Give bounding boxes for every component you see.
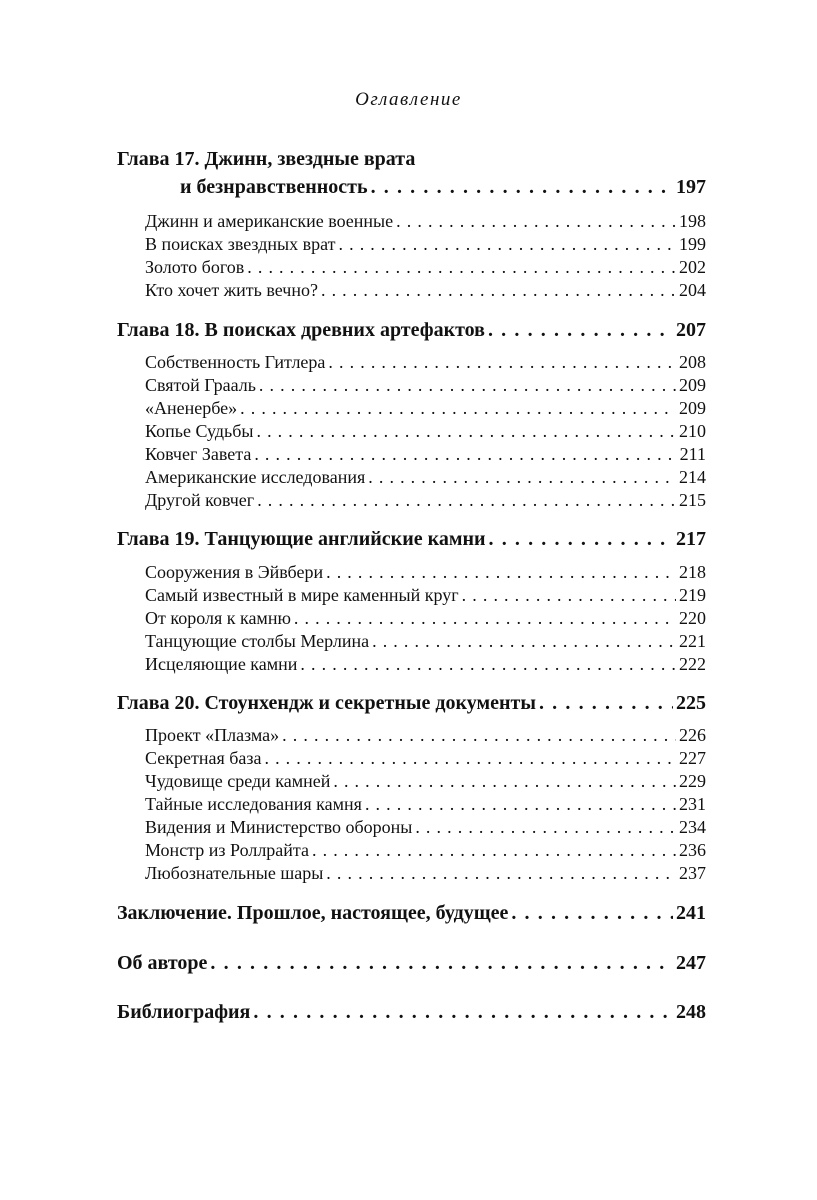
dot-leader bbox=[539, 692, 673, 715]
bibliography-entry[interactable] bbox=[117, 1001, 706, 1024]
section-page: 234 bbox=[679, 817, 706, 837]
dot-leader bbox=[264, 748, 676, 769]
section-title: Ковчег Завета bbox=[145, 444, 252, 464]
section-title: Собственность Гитлера bbox=[145, 352, 326, 372]
toc-section-entry[interactable] bbox=[145, 562, 706, 583]
section-title: «Аненербе» bbox=[145, 398, 238, 418]
dot-leader bbox=[489, 528, 674, 551]
toc-section-entry[interactable] bbox=[145, 490, 706, 511]
toc-section-entry[interactable] bbox=[145, 840, 706, 861]
section-page: 226 bbox=[679, 725, 706, 745]
chapter-17-page: 197 bbox=[676, 176, 706, 198]
toc-section-entry[interactable] bbox=[145, 211, 706, 232]
chapter-20-entry[interactable] bbox=[117, 692, 706, 715]
chapter-20-title: Глава 20. Стоунхендж и секретные документы bbox=[117, 692, 536, 714]
dot-leader bbox=[294, 608, 676, 629]
bibliography-title: Библиография bbox=[117, 1001, 251, 1023]
dot-leader bbox=[312, 840, 676, 861]
conclusion-entry[interactable] bbox=[117, 902, 706, 925]
section-title: Проект «Плазма» bbox=[145, 725, 280, 745]
toc-section-entry[interactable] bbox=[145, 375, 706, 396]
dot-leader bbox=[328, 352, 676, 373]
section-title: Кто хочет жить вечно? bbox=[145, 280, 318, 300]
dot-leader bbox=[253, 1001, 673, 1024]
section-title: Золото богов bbox=[145, 257, 245, 277]
about-author-entry[interactable] bbox=[117, 952, 706, 975]
chapter-17-entry[interactable] bbox=[180, 176, 706, 199]
section-page: 219 bbox=[679, 585, 706, 605]
toc-section-entry[interactable] bbox=[145, 631, 706, 652]
section-title: Тайные исследования камня bbox=[145, 794, 362, 814]
toc-section-entry[interactable] bbox=[145, 280, 706, 301]
section-page: 204 bbox=[679, 280, 706, 300]
dot-leader bbox=[339, 234, 677, 255]
dot-leader bbox=[372, 631, 676, 652]
section-page: 208 bbox=[679, 352, 706, 372]
about-author-page: 247 bbox=[676, 952, 706, 974]
chapter-18-entry[interactable] bbox=[117, 319, 706, 342]
section-title: Монстр из Роллрайта bbox=[145, 840, 309, 860]
section-title: Танцующие столбы Мерлина bbox=[145, 631, 370, 651]
section-page: 221 bbox=[679, 631, 706, 651]
chapter-19-title: Глава 19. Танцующие английские камни bbox=[117, 528, 486, 550]
dot-leader bbox=[415, 817, 676, 838]
toc-section-entry[interactable] bbox=[145, 352, 706, 373]
section-page: 227 bbox=[679, 748, 706, 768]
toc-section-entry[interactable] bbox=[145, 725, 706, 746]
dot-leader bbox=[333, 771, 676, 792]
conclusion-title: Заключение. Прошлое, настоящее, будущее bbox=[117, 902, 509, 924]
section-page: 210 bbox=[679, 421, 706, 441]
dot-leader bbox=[368, 467, 676, 488]
toc-section-entry[interactable] bbox=[145, 257, 706, 278]
section-page: 211 bbox=[679, 444, 706, 464]
toc-section-entry[interactable] bbox=[145, 794, 706, 815]
section-title: Любознательные шары bbox=[145, 863, 324, 883]
section-title: Секретная база bbox=[145, 748, 262, 768]
toc-section-entry[interactable] bbox=[145, 234, 706, 255]
section-title: Сооружения в Эйвбери bbox=[145, 562, 324, 582]
dot-leader bbox=[511, 902, 673, 925]
dot-leader bbox=[240, 398, 676, 419]
dot-leader bbox=[462, 585, 676, 606]
section-title: Видения и Министерство обороны bbox=[145, 817, 413, 837]
chapter-17-title-line2: и безнравственность bbox=[180, 176, 368, 198]
toc-section-entry[interactable] bbox=[145, 863, 706, 884]
dot-leader bbox=[371, 176, 673, 199]
toc-section-entry[interactable] bbox=[145, 467, 706, 488]
toc-section-entry[interactable] bbox=[145, 608, 706, 629]
section-title: Американские исследования bbox=[145, 467, 366, 487]
chapter-19-page: 217 bbox=[676, 528, 706, 550]
section-page: 215 bbox=[679, 490, 706, 510]
section-title: От короля к камню bbox=[145, 608, 291, 628]
section-page: 214 bbox=[679, 467, 706, 487]
toc-section-entry[interactable] bbox=[145, 444, 706, 465]
dot-leader bbox=[210, 952, 673, 975]
section-page: 236 bbox=[679, 840, 706, 860]
section-page: 229 bbox=[679, 771, 706, 791]
section-page: 202 bbox=[679, 257, 706, 277]
section-title: Другой ковчег bbox=[145, 490, 255, 510]
toc-section-entry[interactable] bbox=[145, 585, 706, 606]
section-page: 222 bbox=[679, 654, 706, 674]
toc-section-entry[interactable] bbox=[145, 771, 706, 792]
dot-leader bbox=[257, 490, 676, 511]
toc-section-entry[interactable] bbox=[145, 654, 706, 675]
chapter-20-page: 225 bbox=[676, 692, 706, 714]
chapter-17-title-line1: Глава 17. Джинн, звездные врата bbox=[117, 148, 416, 170]
dot-leader bbox=[282, 725, 676, 746]
dot-leader bbox=[326, 562, 676, 583]
chapter-19-entry[interactable] bbox=[117, 528, 706, 551]
section-title: Самый известный в мире каменный круг bbox=[145, 585, 459, 605]
section-title: В поисках звездных врат bbox=[145, 234, 336, 254]
section-title: Джинн и американские военные bbox=[145, 211, 394, 231]
section-page: 198 bbox=[679, 211, 706, 231]
section-page: 220 bbox=[679, 608, 706, 628]
dot-leader bbox=[254, 444, 676, 465]
section-title: Святой Грааль bbox=[145, 375, 256, 395]
about-author-title: Об авторе bbox=[117, 952, 208, 974]
section-page: 209 bbox=[679, 398, 706, 418]
dot-leader bbox=[365, 794, 676, 815]
section-page: 209 bbox=[679, 375, 706, 395]
section-page: 237 bbox=[679, 863, 706, 883]
section-title: Копье Судьбы bbox=[145, 421, 254, 441]
toc-section-entry[interactable] bbox=[145, 421, 706, 442]
dot-leader bbox=[256, 421, 676, 442]
dot-leader bbox=[259, 375, 676, 396]
section-page: 231 bbox=[679, 794, 706, 814]
conclusion-page: 241 bbox=[676, 902, 706, 924]
dot-leader bbox=[326, 863, 676, 884]
section-page: 218 bbox=[679, 562, 706, 582]
chapter-18-title: Глава 18. В поисках древних артефактов bbox=[117, 319, 485, 341]
dot-leader bbox=[396, 211, 676, 232]
toc-section-entry[interactable] bbox=[145, 817, 706, 838]
toc-section-entry[interactable] bbox=[145, 748, 706, 769]
bibliography-page: 248 bbox=[676, 1001, 706, 1023]
section-title: Исцеляющие камни bbox=[145, 654, 298, 674]
toc-section-entry[interactable] bbox=[145, 398, 706, 419]
dot-leader bbox=[321, 280, 676, 301]
section-title: Чудовище среди камней bbox=[145, 771, 331, 791]
dot-leader bbox=[300, 654, 676, 675]
chapter-18-page: 207 bbox=[676, 319, 706, 341]
dot-leader bbox=[247, 257, 676, 278]
page-title: Оглавление bbox=[355, 89, 462, 110]
section-page: 199 bbox=[679, 234, 706, 254]
dot-leader bbox=[488, 319, 673, 342]
